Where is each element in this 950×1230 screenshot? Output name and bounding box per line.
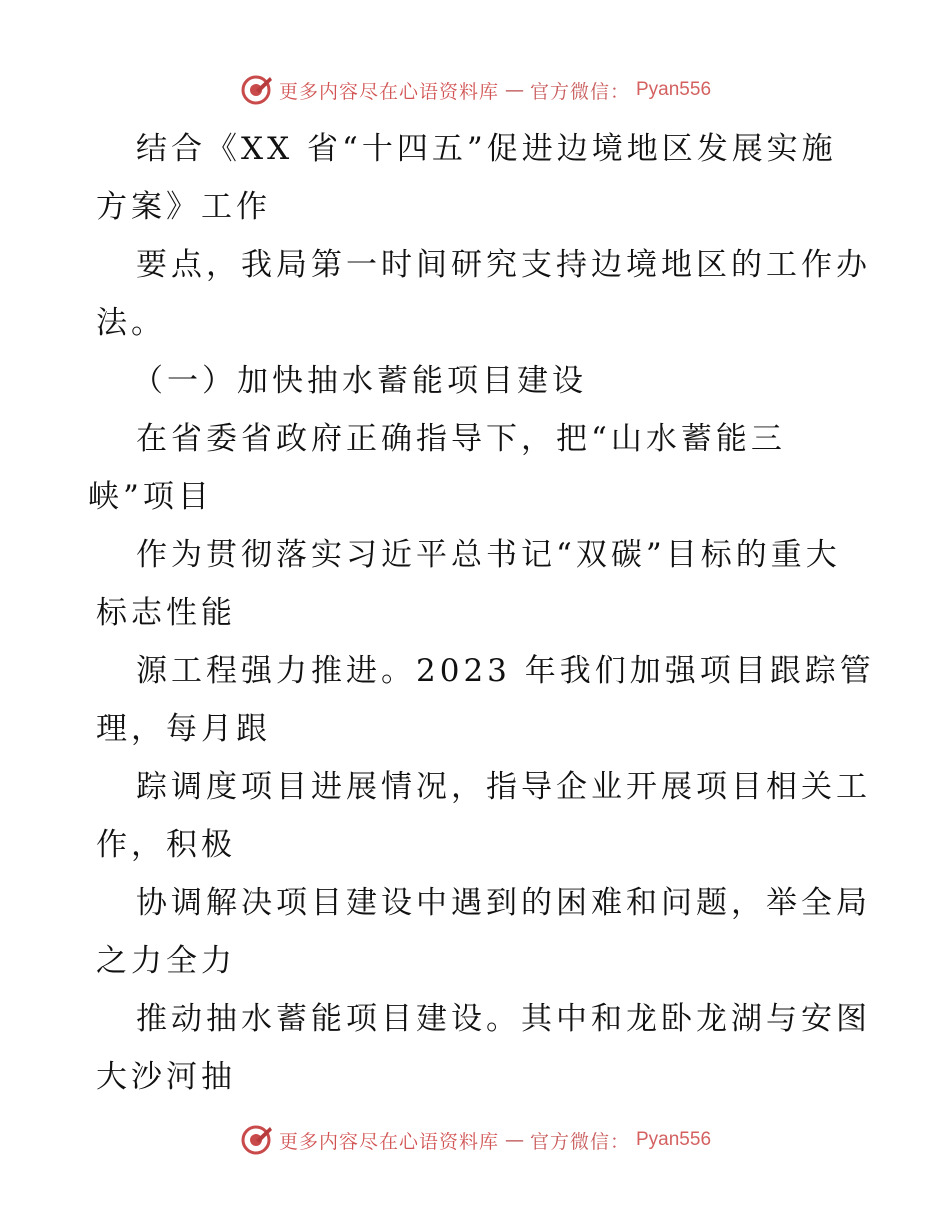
body-line: 理，每月跟	[96, 711, 271, 747]
body-line: 标志性能	[96, 595, 236, 631]
body-line: 推动抽水蓄能项目建设。其中和龙卧龙湖与安图	[136, 1001, 871, 1037]
header-banner	[0, 70, 950, 110]
body-line: 大沙河抽	[96, 1059, 236, 1095]
banner-text: 更多内容尽在心语资料库	[278, 1130, 499, 1153]
body-line: 之力全力	[96, 943, 236, 979]
body-line: 协调解决项目建设中遇到的困难和问题，举全局	[136, 885, 871, 921]
body-line: 作，积极	[96, 827, 236, 863]
section-heading: （一）加快抽水蓄能项目建设	[132, 363, 587, 399]
body-line: 结合《XX 省“十四五”促进边境地区发展实施	[136, 131, 837, 167]
body-line: 作为贯彻落实习近平总书记“双碳”目标的重大	[136, 537, 841, 573]
body-line: 源工程强力推进。2023 年我们加强项目跟踪管	[136, 653, 875, 689]
footer-banner	[0, 1120, 950, 1160]
body-line: 在省委省政府正确指导下，把“山水蓄能三	[136, 421, 786, 457]
banner-text: 更多内容尽在心语资料库	[278, 80, 499, 103]
banner-separator: —	[504, 79, 524, 101]
body-line: 要点，我局第一时间研究支持边境地区的工作办	[136, 247, 871, 283]
body-line: 方案》工作	[96, 189, 271, 225]
banner-wechat-id: Pyan556	[636, 79, 712, 100]
banner-separator: —	[504, 1129, 524, 1151]
body-line: 法。	[96, 305, 166, 341]
banner-wechat-id: Pyan556	[636, 1129, 712, 1150]
pen-nib-circle-icon	[239, 73, 273, 107]
body-line: 峡”项目	[88, 479, 213, 515]
pen-nib-circle-icon	[239, 1123, 273, 1157]
banner-wechat-label: 官方微信：	[529, 1130, 630, 1153]
banner-wechat-label: 官方微信：	[529, 80, 630, 103]
body-line: 踪调度项目进展情况，指导企业开展项目相关工	[136, 769, 871, 805]
document-body	[88, 120, 875, 1106]
